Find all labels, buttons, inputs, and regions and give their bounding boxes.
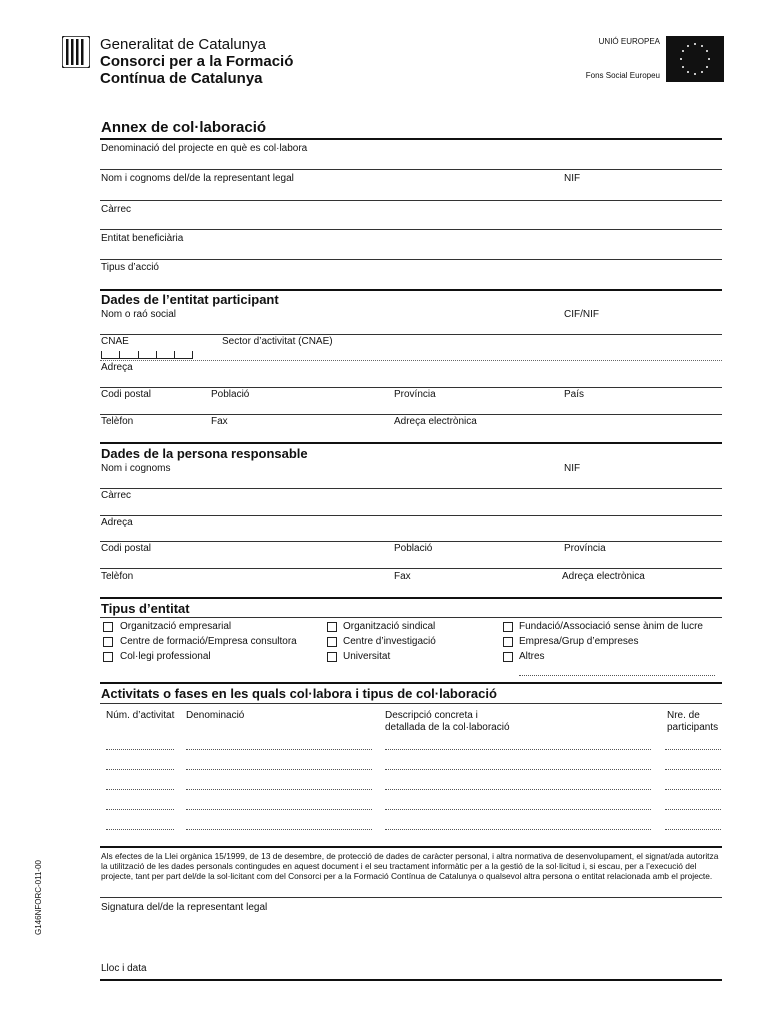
col-num-activitat: Núm. d’activitat <box>106 710 175 721</box>
option-label: Centre d’investigació <box>343 636 436 647</box>
entity-address-field[interactable] <box>100 387 722 388</box>
form-title: Annex de col·laboració <box>101 119 267 136</box>
org-name-generalitat: Generalitat de Catalunya <box>100 36 266 53</box>
place-date-label: Lloc i data <box>101 963 147 974</box>
entity-section-rule <box>100 289 722 291</box>
option-label: Empresa/Grup d’empreses <box>519 636 639 647</box>
entity-name-field[interactable] <box>100 334 722 335</box>
project-name-label: Denominació del projecte en què es col·labora <box>101 143 308 154</box>
legal-text: Als efectes de la Llei orgànica 15/1999, de 13 de desembre, de protecció de dades de caràcter personal, i altra normativa de desenvolupament, el signat/ada autoritza la utilització de les dades personals contingudes en aquest document i el seu tractament informàtic per a la gestió de la sol·licitud i, si escau, per a l’execució del projecte, tant per part del/de la sol·licitant com del Consorci per a la Formació Contínua de Catalunya o qualsevol altra persona o entitat relacionada amb el projecte. <box>101 851 719 881</box>
bottom-rule <box>100 979 722 981</box>
entity-town-label: Població <box>211 389 250 400</box>
checkbox-centre-formacio[interactable] <box>103 637 113 647</box>
legal-section-rule <box>100 846 722 848</box>
activities-heading: Activitats o fases en les quals col·labora i tipus de col·laboració <box>101 686 497 701</box>
position-field[interactable] <box>100 229 722 230</box>
responsible-address-field[interactable] <box>100 541 722 542</box>
responsible-location-field[interactable] <box>100 568 722 569</box>
nif-label: NIF <box>564 173 581 184</box>
responsible-province-label: Província <box>564 543 606 554</box>
entity-email-label: Adreça electrònica <box>394 416 477 427</box>
activities-section-rule <box>100 682 722 684</box>
altres-field[interactable] <box>519 675 715 676</box>
cnae-rule <box>100 360 722 361</box>
responsible-heading: Dades de la persona responsable <box>101 446 308 461</box>
option-label: Organització sindical <box>343 621 436 632</box>
col-denominacio: Denominació <box>186 710 245 721</box>
option-label: Organització empresarial <box>120 621 232 632</box>
generalitat-logo <box>62 36 90 68</box>
org-name-continua: Contínua de Catalunya <box>100 70 263 87</box>
checkbox-universitat[interactable] <box>327 652 337 662</box>
option-label: Col·legi professional <box>120 651 211 662</box>
entity-province-label: Província <box>394 389 436 400</box>
col-descripcio-line1: Descripció concreta i <box>385 710 478 721</box>
responsible-fax-label: Fax <box>394 571 411 582</box>
checkbox-collegi-professional[interactable] <box>103 652 113 662</box>
option-label: Centre de formació/Empresa consultora <box>120 636 297 647</box>
sector-label: Sector d’activitat (CNAE) <box>222 336 333 347</box>
project-name-field[interactable] <box>100 169 722 170</box>
org-name-consorci: Consorci per a la Formació <box>100 53 294 70</box>
option-label: Universitat <box>343 651 391 662</box>
entity-address-label: Adreça <box>101 362 133 373</box>
col-descripcio-line2: detallada de la col·laboració <box>385 722 510 733</box>
checkbox-fundacio[interactable] <box>503 622 513 632</box>
beneficiary-label: Entitat beneficiària <box>101 233 184 244</box>
signature-label: Signatura del/de la representant legal <box>101 902 268 913</box>
signature-rule <box>100 897 722 898</box>
entity-cif-label: CIF/NIF <box>564 309 599 320</box>
responsible-nif-label: NIF <box>564 463 581 474</box>
entity-type-section-rule <box>100 597 722 599</box>
responsible-address-label: Adreça <box>101 517 133 528</box>
checkbox-centre-investigacio[interactable] <box>327 637 337 647</box>
checkbox-altres[interactable] <box>503 652 513 662</box>
responsible-section-rule <box>100 442 722 444</box>
eu-flag-logo <box>666 36 724 82</box>
entity-country-label: País <box>564 389 585 400</box>
responsible-postal-label: Codi postal <box>101 543 152 554</box>
responsible-town-label: Població <box>394 543 433 554</box>
cnae-boxes[interactable] <box>101 351 193 359</box>
entity-type-rule <box>100 617 722 618</box>
checkbox-empresa-grup[interactable] <box>503 637 513 647</box>
entity-fax-label: Fax <box>211 416 228 427</box>
option-label: Fundació/Associació sense ànim de lucre <box>519 621 703 632</box>
cnae-label: CNAE <box>101 336 129 347</box>
form-code: G146NFORC-011-00 <box>34 860 43 935</box>
entity-name-label: Nom o raó social <box>101 309 177 320</box>
signature-field[interactable] <box>101 918 721 958</box>
entity-postal-label: Codi postal <box>101 389 152 400</box>
entity-heading: Dades de l’entitat participant <box>101 292 279 307</box>
col-participants-line2: participants <box>667 722 719 733</box>
entity-type-heading: Tipus d’entitat <box>101 601 190 616</box>
checkbox-organitzacio-empresarial[interactable] <box>103 622 113 632</box>
position-label: Càrrec <box>101 204 132 215</box>
legal-rep-label: Nom i cognoms del/de la representant legal <box>101 173 294 184</box>
responsible-position-field[interactable] <box>100 515 722 516</box>
responsible-position-label: Càrrec <box>101 490 132 501</box>
entity-location-field[interactable] <box>100 414 722 415</box>
option-label: Altres <box>519 651 545 662</box>
eu-label: UNIÓ EUROPEA <box>598 37 660 46</box>
responsible-email-label: Adreça electrònica <box>562 571 645 582</box>
responsible-name-label: Nom i cognoms <box>101 463 171 474</box>
beneficiary-field[interactable] <box>100 259 722 260</box>
action-type-label: Tipus d’acció <box>101 262 159 273</box>
responsible-phone-label: Telèfon <box>101 571 134 582</box>
title-rule <box>100 138 722 140</box>
entity-phone-label: Telèfon <box>101 416 134 427</box>
responsible-name-field[interactable] <box>100 488 722 489</box>
col-participants-line1: Nre. de <box>667 710 700 721</box>
fund-label: Fons Social Europeu <box>585 71 660 80</box>
activities-rule <box>100 703 722 704</box>
checkbox-organitzacio-sindical[interactable] <box>327 622 337 632</box>
legal-rep-field[interactable] <box>100 200 722 201</box>
